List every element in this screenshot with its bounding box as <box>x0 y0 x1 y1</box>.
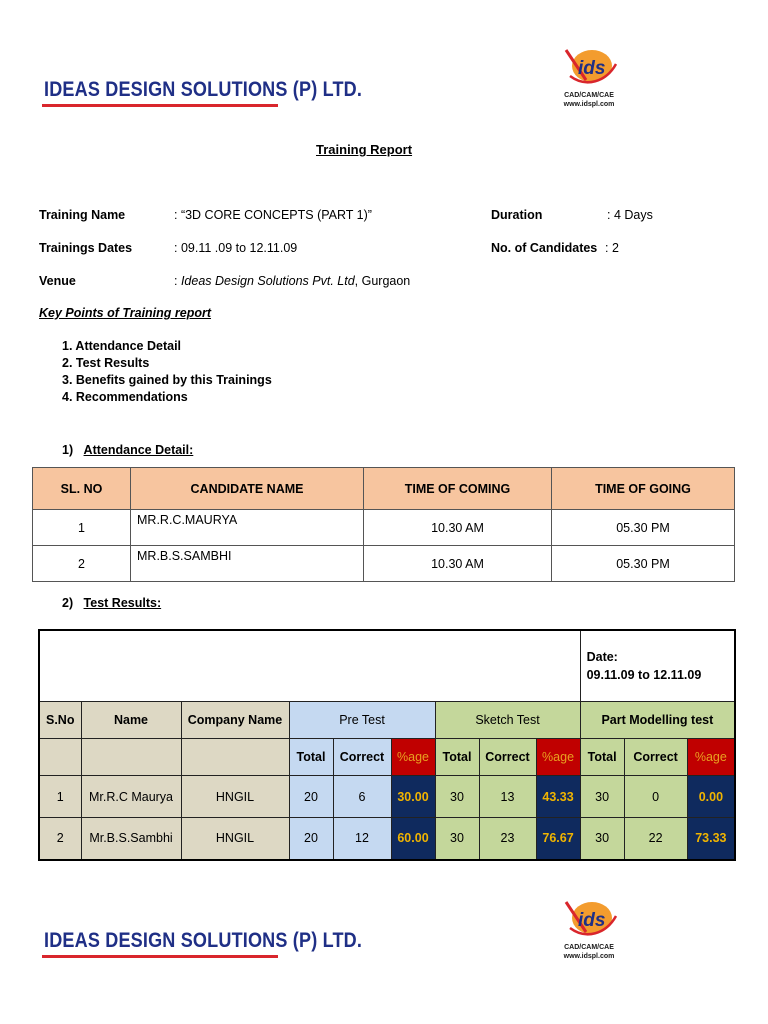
cell-pre-correct: 12 <box>333 818 391 860</box>
key-point-item: 1. Attendance Detail <box>62 339 182 353</box>
key-point-item: 4. Recommendations <box>62 390 188 404</box>
company-name: IDEAS DESIGN SOLUTIONS (P) LTD. <box>44 78 363 101</box>
cell-sketch-pct: 76.67 <box>536 818 580 860</box>
training-name-label: Training Name <box>39 208 126 222</box>
cell-time-coming: 10.30 AM <box>364 510 552 546</box>
cell-time-going: 05.30 PM <box>552 510 735 546</box>
cell-part-pct: 73.33 <box>687 818 735 860</box>
logo-caption-cad: CAD/CAM/CAE <box>564 92 614 99</box>
logo-caption-cad: CAD/CAM/CAE <box>564 944 614 951</box>
col-sketch-test: Sketch Test <box>435 702 580 739</box>
col-candidate-name: CANDIDATE NAME <box>131 468 364 510</box>
cell-sketch-total: 30 <box>435 776 479 818</box>
footer-company-underline <box>42 955 278 958</box>
col-name: Name <box>81 702 181 739</box>
cell-sketch-pct: 43.33 <box>536 776 580 818</box>
cell-candidate-name: MR.R.C.MAURYA <box>131 510 364 546</box>
col-company: Company Name <box>181 702 289 739</box>
svg-text:ids: ids <box>578 910 606 931</box>
dates-label: Trainings Dates <box>39 241 133 255</box>
duration-value: : 4 Days <box>607 208 653 222</box>
date-label: Date: <box>586 650 618 664</box>
cell-pre-total: 20 <box>289 818 333 860</box>
cell-sl-no: 1 <box>33 510 131 546</box>
ids-logo <box>556 46 622 106</box>
results-subheader-row <box>39 739 735 776</box>
cell-pre-correct: 6 <box>333 776 391 818</box>
cell-part-correct: 0 <box>624 776 687 818</box>
subheader-blank <box>39 739 81 776</box>
dates-value: : 09.11 .09 to 12.11.09 <box>174 241 298 255</box>
results-heading-text: Test Results: <box>83 596 162 610</box>
ids-logo-icon <box>556 46 622 86</box>
attendance-header-row <box>33 468 735 510</box>
col-sno: S.No <box>39 702 81 739</box>
subheader-blank <box>181 739 289 776</box>
venue-city: , Gurgaon <box>354 274 411 288</box>
attendance-heading-num: 1) <box>62 443 74 457</box>
results-heading <box>62 596 161 610</box>
candidates-value: : 2 <box>605 241 619 255</box>
results-date-row <box>39 630 735 702</box>
logo-caption-url: www.idspl.com <box>563 953 615 960</box>
key-points-list <box>62 338 272 406</box>
results-header-row <box>39 702 735 739</box>
sketch-pct-header: %age <box>536 739 580 776</box>
key-points-heading: Key Points of Training report <box>39 306 212 320</box>
footer-company-name: IDEAS DESIGN SOLUTIONS (P) LTD. <box>44 929 363 952</box>
table-row <box>33 546 735 582</box>
results-date-cell <box>580 630 735 702</box>
attendance-table <box>32 467 735 582</box>
cell-candidate-name: MR.B.S.SAMBHI <box>131 546 364 582</box>
cell-part-total: 30 <box>580 818 624 860</box>
cell-time-going: 05.30 PM <box>552 546 735 582</box>
cell-part-correct: 22 <box>624 818 687 860</box>
venue-label: Venue <box>39 274 76 288</box>
logo-caption-url: www.idspl.com <box>563 101 615 108</box>
results-heading-num: 2) <box>62 596 74 610</box>
pre-pct-header: %age <box>391 739 435 776</box>
page-title: Training Report <box>316 142 413 157</box>
cell-company: HNGIL <box>181 776 289 818</box>
candidates-label: No. of Candidates <box>491 241 598 255</box>
pre-total-header: Total <box>289 739 333 776</box>
table-row <box>39 818 735 860</box>
key-point-item: 3. Benefits gained by this Trainings <box>62 373 272 387</box>
part-pct-header: %age <box>687 739 735 776</box>
part-correct-header: Correct <box>624 739 687 776</box>
svg-text:ids: ids <box>578 58 606 79</box>
col-time-going: TIME OF GOING <box>552 468 735 510</box>
cell-name: Mr.B.S.Sambhi <box>81 818 181 860</box>
table-row <box>39 776 735 818</box>
company-underline <box>42 104 278 107</box>
subheader-blank <box>81 739 181 776</box>
venue-company: Ideas Design Solutions Pvt. Ltd <box>180 274 355 288</box>
key-point-item: 2. Test Results <box>62 356 150 370</box>
col-part-modelling: Part Modelling test <box>580 702 735 739</box>
cell-company: HNGIL <box>181 818 289 860</box>
results-table <box>38 629 736 861</box>
cell-pre-pct: 60.00 <box>391 818 435 860</box>
cell-part-pct: 0.00 <box>687 776 735 818</box>
cell-sl-no: 2 <box>33 546 131 582</box>
col-sl-no: SL. NO <box>33 468 131 510</box>
cell-sketch-correct: 13 <box>479 776 536 818</box>
cell-sketch-total: 30 <box>435 818 479 860</box>
part-total-header: Total <box>580 739 624 776</box>
col-pre-test: Pre Test <box>289 702 435 739</box>
cell-part-total: 30 <box>580 776 624 818</box>
date-value: 09.11.09 to 12.11.09 <box>586 668 702 682</box>
sketch-correct-header: Correct <box>479 739 536 776</box>
attendance-heading <box>62 443 193 457</box>
training-name-value: : “3D CORE CONCEPTS (PART 1)” <box>174 208 372 222</box>
sketch-total-header: Total <box>435 739 479 776</box>
col-time-coming: TIME OF COMING <box>364 468 552 510</box>
attendance-heading-text: Attendance Detail: <box>83 443 194 457</box>
cell-time-coming: 10.30 AM <box>364 546 552 582</box>
cell-sno: 1 <box>39 776 81 818</box>
cell-sno: 2 <box>39 818 81 860</box>
results-blank-cell <box>39 630 580 702</box>
venue-colon: : <box>174 274 181 288</box>
table-row <box>33 510 735 546</box>
venue-value <box>174 274 410 288</box>
cell-name: Mr.R.C Maurya <box>81 776 181 818</box>
duration-label: Duration <box>491 208 543 222</box>
cell-sketch-correct: 23 <box>479 818 536 860</box>
cell-pre-total: 20 <box>289 776 333 818</box>
pre-correct-header: Correct <box>333 739 391 776</box>
footer-ids-logo <box>556 898 622 958</box>
ids-logo-icon <box>556 898 622 938</box>
cell-pre-pct: 30.00 <box>391 776 435 818</box>
